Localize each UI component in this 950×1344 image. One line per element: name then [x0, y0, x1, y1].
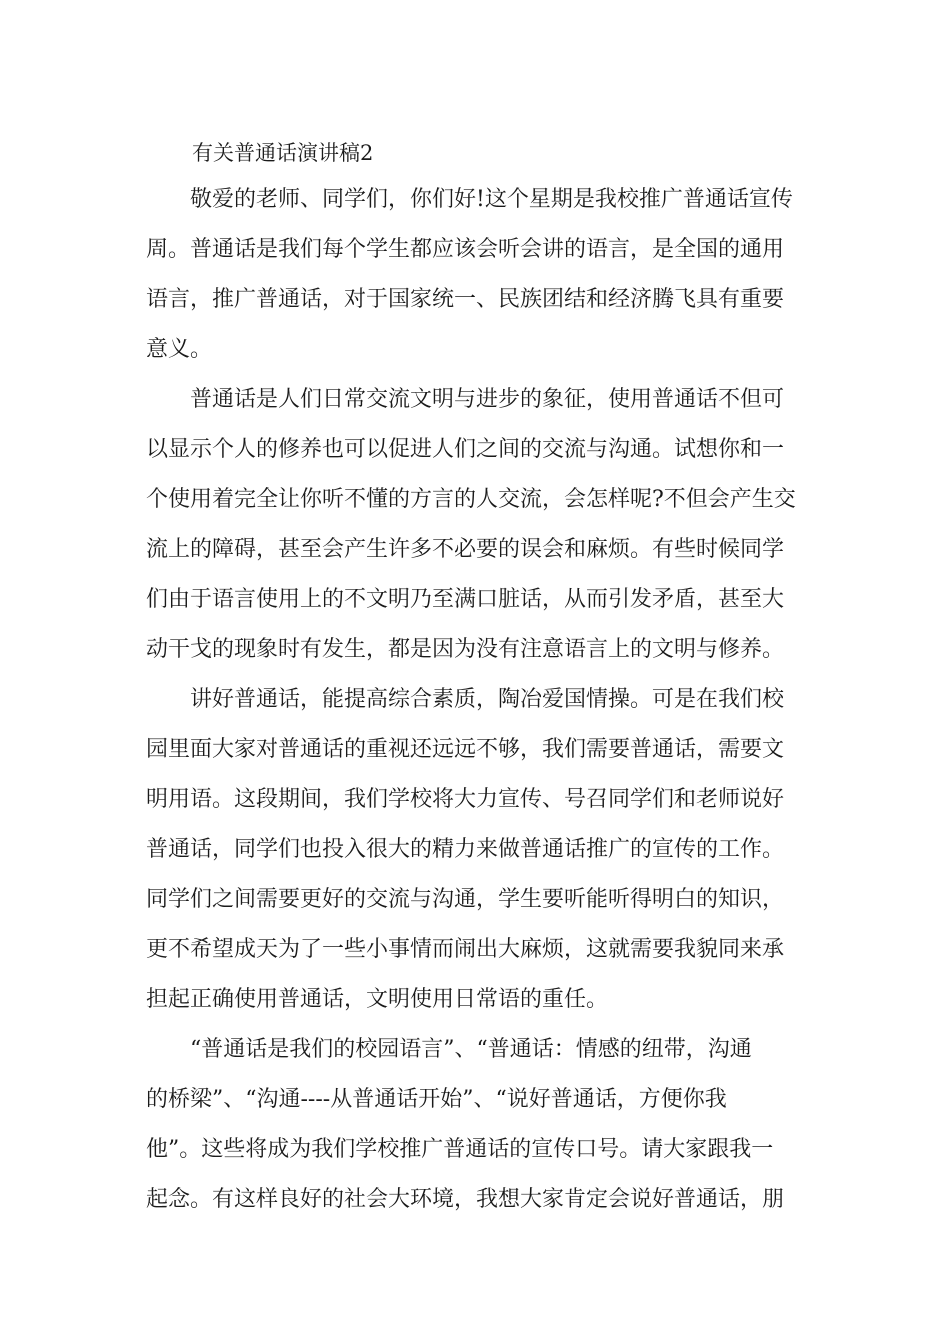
paragraph-line: 动干戈的现象时有发生，都是因为没有注意语言上的文明与修养。 [146, 637, 785, 662]
paragraph-line: 的桥梁”、“沟通----从普通话开始”、“说好普通话，方便你我 [146, 1087, 727, 1112]
paragraph-line: 起念。有这样良好的社会大环境，我想大家肯定会说好普通话，朋 [146, 1187, 785, 1212]
paragraph-line: 明用语。这段期间，我们学校将大力宣传、号召同学们和老师说好 [146, 787, 785, 812]
paragraph-line: 语言，推广普通话，对于国家统一、民族团结和经济腾飞具有重要 [146, 287, 785, 312]
paragraph-line: 周。普通话是我们每个学生都应该会听会讲的语言，是全国的通用 [146, 237, 785, 262]
paragraph-line: 意义。 [146, 337, 213, 362]
paragraph-line: 同学们之间需要更好的交流与沟通，学生要听能听得明白的知识， [146, 887, 785, 912]
paragraph-line: 普通话是人们日常交流文明与进步的象征，使用普通话不但可 [146, 387, 785, 412]
paragraph-line: 普通话，同学们也投入很大的精力来做普通话推广的宣传的工作。 [146, 837, 785, 862]
paragraph-4 [146, 1033, 784, 1233]
paragraph-line: 讲好普通话，能提高综合素质，陶冶爱国情操。可是在我们校 [146, 687, 785, 712]
paragraph-1 [146, 183, 793, 383]
paragraph-line: “普通话是我们的校园语言”、“普通话：情感的纽带，沟通 [146, 1037, 752, 1062]
paragraph-line: 流上的障碍，甚至会产生许多不必要的误会和麻烦。有些时候同学 [146, 537, 785, 562]
paragraph-line: 以显示个人的修养也可以促进人们之间的交流与沟通。试想你和一 [146, 437, 785, 462]
paragraph-line: 园里面大家对普通话的重视还远远不够，我们需要普通话，需要文 [146, 737, 785, 762]
paragraph-line: 个使用着完全让你听不懂的方言的人交流，会怎样呢?不但会产生交 [146, 487, 796, 512]
document-title: 有关普通话演讲稿2 [192, 141, 374, 165]
paragraph-line: 更不希望成天为了一些小事情而闹出大麻烦，这就需要我貌同来承 [146, 937, 785, 962]
paragraph-line: 他”。这些将成为我们学校推广普通话的宣传口号。请大家跟我一 [146, 1137, 774, 1162]
paragraph-2 [146, 383, 796, 683]
paragraph-line: 们由于语言使用上的不文明乃至满口脏话，从而引发矛盾，甚至大 [146, 587, 785, 612]
paragraph-line: 敬爱的老师、同学们，你们好!这个星期是我校推广普通话宣传 [146, 187, 793, 212]
paragraph-3 [146, 683, 784, 1033]
paragraph-line: 担起正确使用普通话，文明使用日常语的重任。 [146, 987, 609, 1012]
